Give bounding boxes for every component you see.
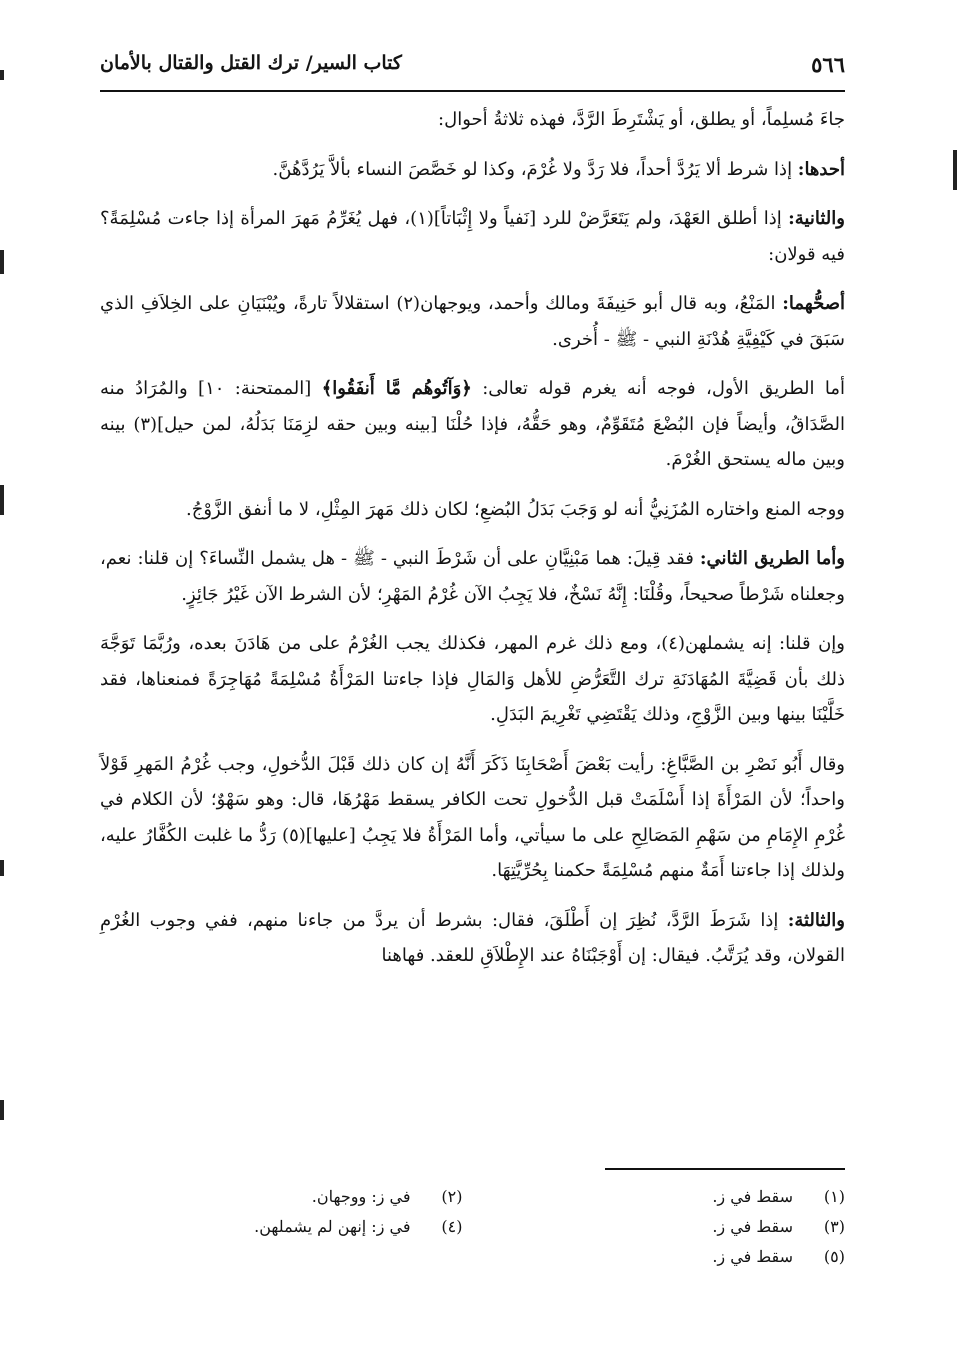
paragraph	[100, 747, 845, 889]
footnote-2	[100, 1182, 463, 1212]
paragraph-lead: أصحُّهما:	[782, 293, 846, 314]
paragraph	[100, 201, 845, 272]
footnote-4	[100, 1212, 463, 1242]
paragraph-text: جاءَ مُسلِماً، أو يطلق، أو يَشْتَرِطَ الرَّدَّ، فهذه ثلاثةُ أحوال:	[438, 109, 845, 130]
paragraph-text: وإن قلنا: إنه يشملهن(٤)، ومع ذلك غرم المهر، فكذلك يجب الغُرْمُ على من هَادَنَ بعده، ورُبَّمَا تَوَجَّهَ ذلك بأن قَضِيَّةَ المُهَادَنَةِ ترك التَّعَرُّضِ للأهل وَالمَالِ فإذا جاءتنا المَرْأَةُ مُسْلِمَةً مُهَاجِرَةً فمنعناها، فقد خَلَّيْنَا بينها وبين الزَّوْجِ، وذلك يَقْتَضِي تَغْرِيمَ البَدَلِ.	[100, 633, 846, 725]
paragraph	[100, 541, 845, 612]
footnote-number: (٥)	[823, 1247, 845, 1266]
footnote-number: (٣)	[823, 1217, 845, 1236]
paragraph	[100, 371, 845, 478]
footnote-text: في ز: ووجهان.	[311, 1187, 411, 1206]
paragraph-lead: أحدها:	[797, 158, 845, 180]
paragraph-text: [الممتحنة: ١٠] والمُرَادُ منه الصَّدَاقُ، وأيضاً فإن البُضْعَ مُتَقَوِّمٌ، وهو حَقُّهُ، فإذا حُلْنَا [بينه وبين حقه لزِمَنَا بَدَلُهُ، لمن حيل](٣) بينه وبين ماله يستحق الغُرْمَ.	[100, 378, 845, 470]
footnote-text: سقط في ز.	[712, 1187, 793, 1206]
paragraph-text: وقال أَبُو نَصْرِ بن الصَّبَّاغِ: رأيت بَعْضَ أَصْحَابِنَا ذَكَرَ أَنَّهُ إن كان ذلك قَبْلَ الدُّخولِ، وجب غُرْمُ المَهرِ قَوْلاً واحداً؛ لأن المَرْأَةَ إذا أَسْلَمَتْ قبل الدُّخولِ تحت الكافر يسقط مَهْرُهَا، قال: وهو سَهْوٌ؛ لأن الكلام في غُرْمِ الإِمَامِ من سَهْمِ المَصَالِحِ على ما سيأتي، وأما المَرْأَةُ فلا يَجِبُ [عليها](٥) رَدُّ ما غلبت الكُفَّارُ عليه، ولذلك إذا جاءتنا أَمَةٌ منهم مُسْلِمَةً حكمنا بِحُرِّيَّتِهَا.	[100, 753, 846, 881]
scan-edge-mark	[0, 1100, 4, 1120]
footnote-text: سقط في ز.	[712, 1247, 793, 1266]
paragraph	[100, 102, 845, 138]
paragraph-text: إذا شرط ألا يَرُدَّ أحداً، فلا رَدَّ ولا غُرْمَ، وكذا لو خَصَّصَ النساء بألاَّ يَرُدَّهُنَّ.	[272, 158, 798, 180]
footnote-number: (١)	[823, 1187, 845, 1206]
paragraph-lead: وأما الطريق الثاني:	[699, 548, 845, 569]
footnote-number: (٤)	[441, 1217, 463, 1236]
paragraph-text: ووجه المنع واختاره المُزَنِيُّ أنه لو وَجَبَ بَدَلُ البُضعِ؛ لكان ذلك مَهرَ المِثْلِ، لا ما أنفق الزَّوْجُ.	[185, 498, 845, 520]
paragraph-text: إذا أطلق العَهْدَ، ولم يَتَعَرَّضْ للرد [نَفياً ولا إِثْبَاتاً](١)، فهل يُغَرِّمُ مَهرَ المرأة إذا جاءت مُسْلِمَةً؟ فيه قولان:	[100, 208, 845, 265]
paragraph-text: فقد قِيلَ: هما مَبْنِيَّانِ على أن شَرْطَ النبي - ﷺ - هل يشمل النِّساءَ؟ إن قلنا: نعم، وجعلناه شَرْطاً صحيحاً، وقُلْنَا: إِنَّهُ نَسْخٌ، فلا يَجِبُ الآن غُرْمُ المَهْرِ؛ لأن الشرط الآن غَيْرُ جَائِزٍ.	[100, 548, 845, 605]
paragraph-text: أما الطريق الأول، فوجه أنه يغرم قوله تعالى:	[471, 378, 845, 399]
paragraph	[100, 903, 845, 974]
running-title: كتاب السير/ ترك القتل والقتال بالأمان	[100, 52, 402, 74]
paragraph-text: إذا شَرَطَ الرَّدَّ، نُظِرَ إن أَطْلَقَ، فقال: بشرط أن يردَّ من جاءنا منهم، ففي وجوب الغُرْمِ القولان، وقد يُرَتَّبُ. فيقال: إن أَوْجَبْنَاهُ عند الإِطْلاَقِ للعقد. فهاهنا	[100, 909, 845, 966]
main-text	[100, 102, 845, 988]
paragraph	[100, 492, 845, 528]
footnote-1	[483, 1182, 846, 1212]
page-header	[100, 40, 845, 92]
footnote-5	[483, 1242, 846, 1272]
paragraph-lead: والثانية:	[788, 208, 845, 229]
footnote-number: (٢)	[441, 1187, 463, 1206]
footnotes	[100, 1182, 845, 1272]
footnote-separator	[605, 1168, 845, 1170]
footnote-text: في ز: إنهن لم يشملهن.	[254, 1217, 411, 1236]
paragraph-lead: والثالثة:	[787, 909, 845, 931]
footnote-text: سقط في ز.	[712, 1217, 793, 1236]
paragraph	[100, 152, 845, 188]
paragraph	[100, 286, 845, 357]
scan-edge-mark	[0, 250, 4, 274]
document-page	[100, 40, 845, 1320]
scan-edge-mark	[953, 150, 957, 190]
paragraph-text: المَنْعُ، وبه قال أبو حَنِيفَةَ ومالك وأحمد، ويوجهان(٢) استقلالاً تارةً، ويُبْنَيَانِ على الخِلاَفِ الذي سَبَقَ في كَيْفِيَّةِ هُدْنَةِ النبي - ﷺ - أُخرى.	[100, 293, 845, 350]
page-number: ٥٦٦	[811, 52, 845, 77]
quran-quote: ﴿وَآتُوهُم مَّا أَنفَقُوا﴾	[321, 378, 472, 399]
footnote-3	[483, 1212, 846, 1242]
scan-edge-mark	[0, 70, 4, 80]
paragraph	[100, 626, 845, 733]
scan-edge-mark	[0, 485, 4, 515]
scan-edge-mark	[0, 860, 4, 876]
